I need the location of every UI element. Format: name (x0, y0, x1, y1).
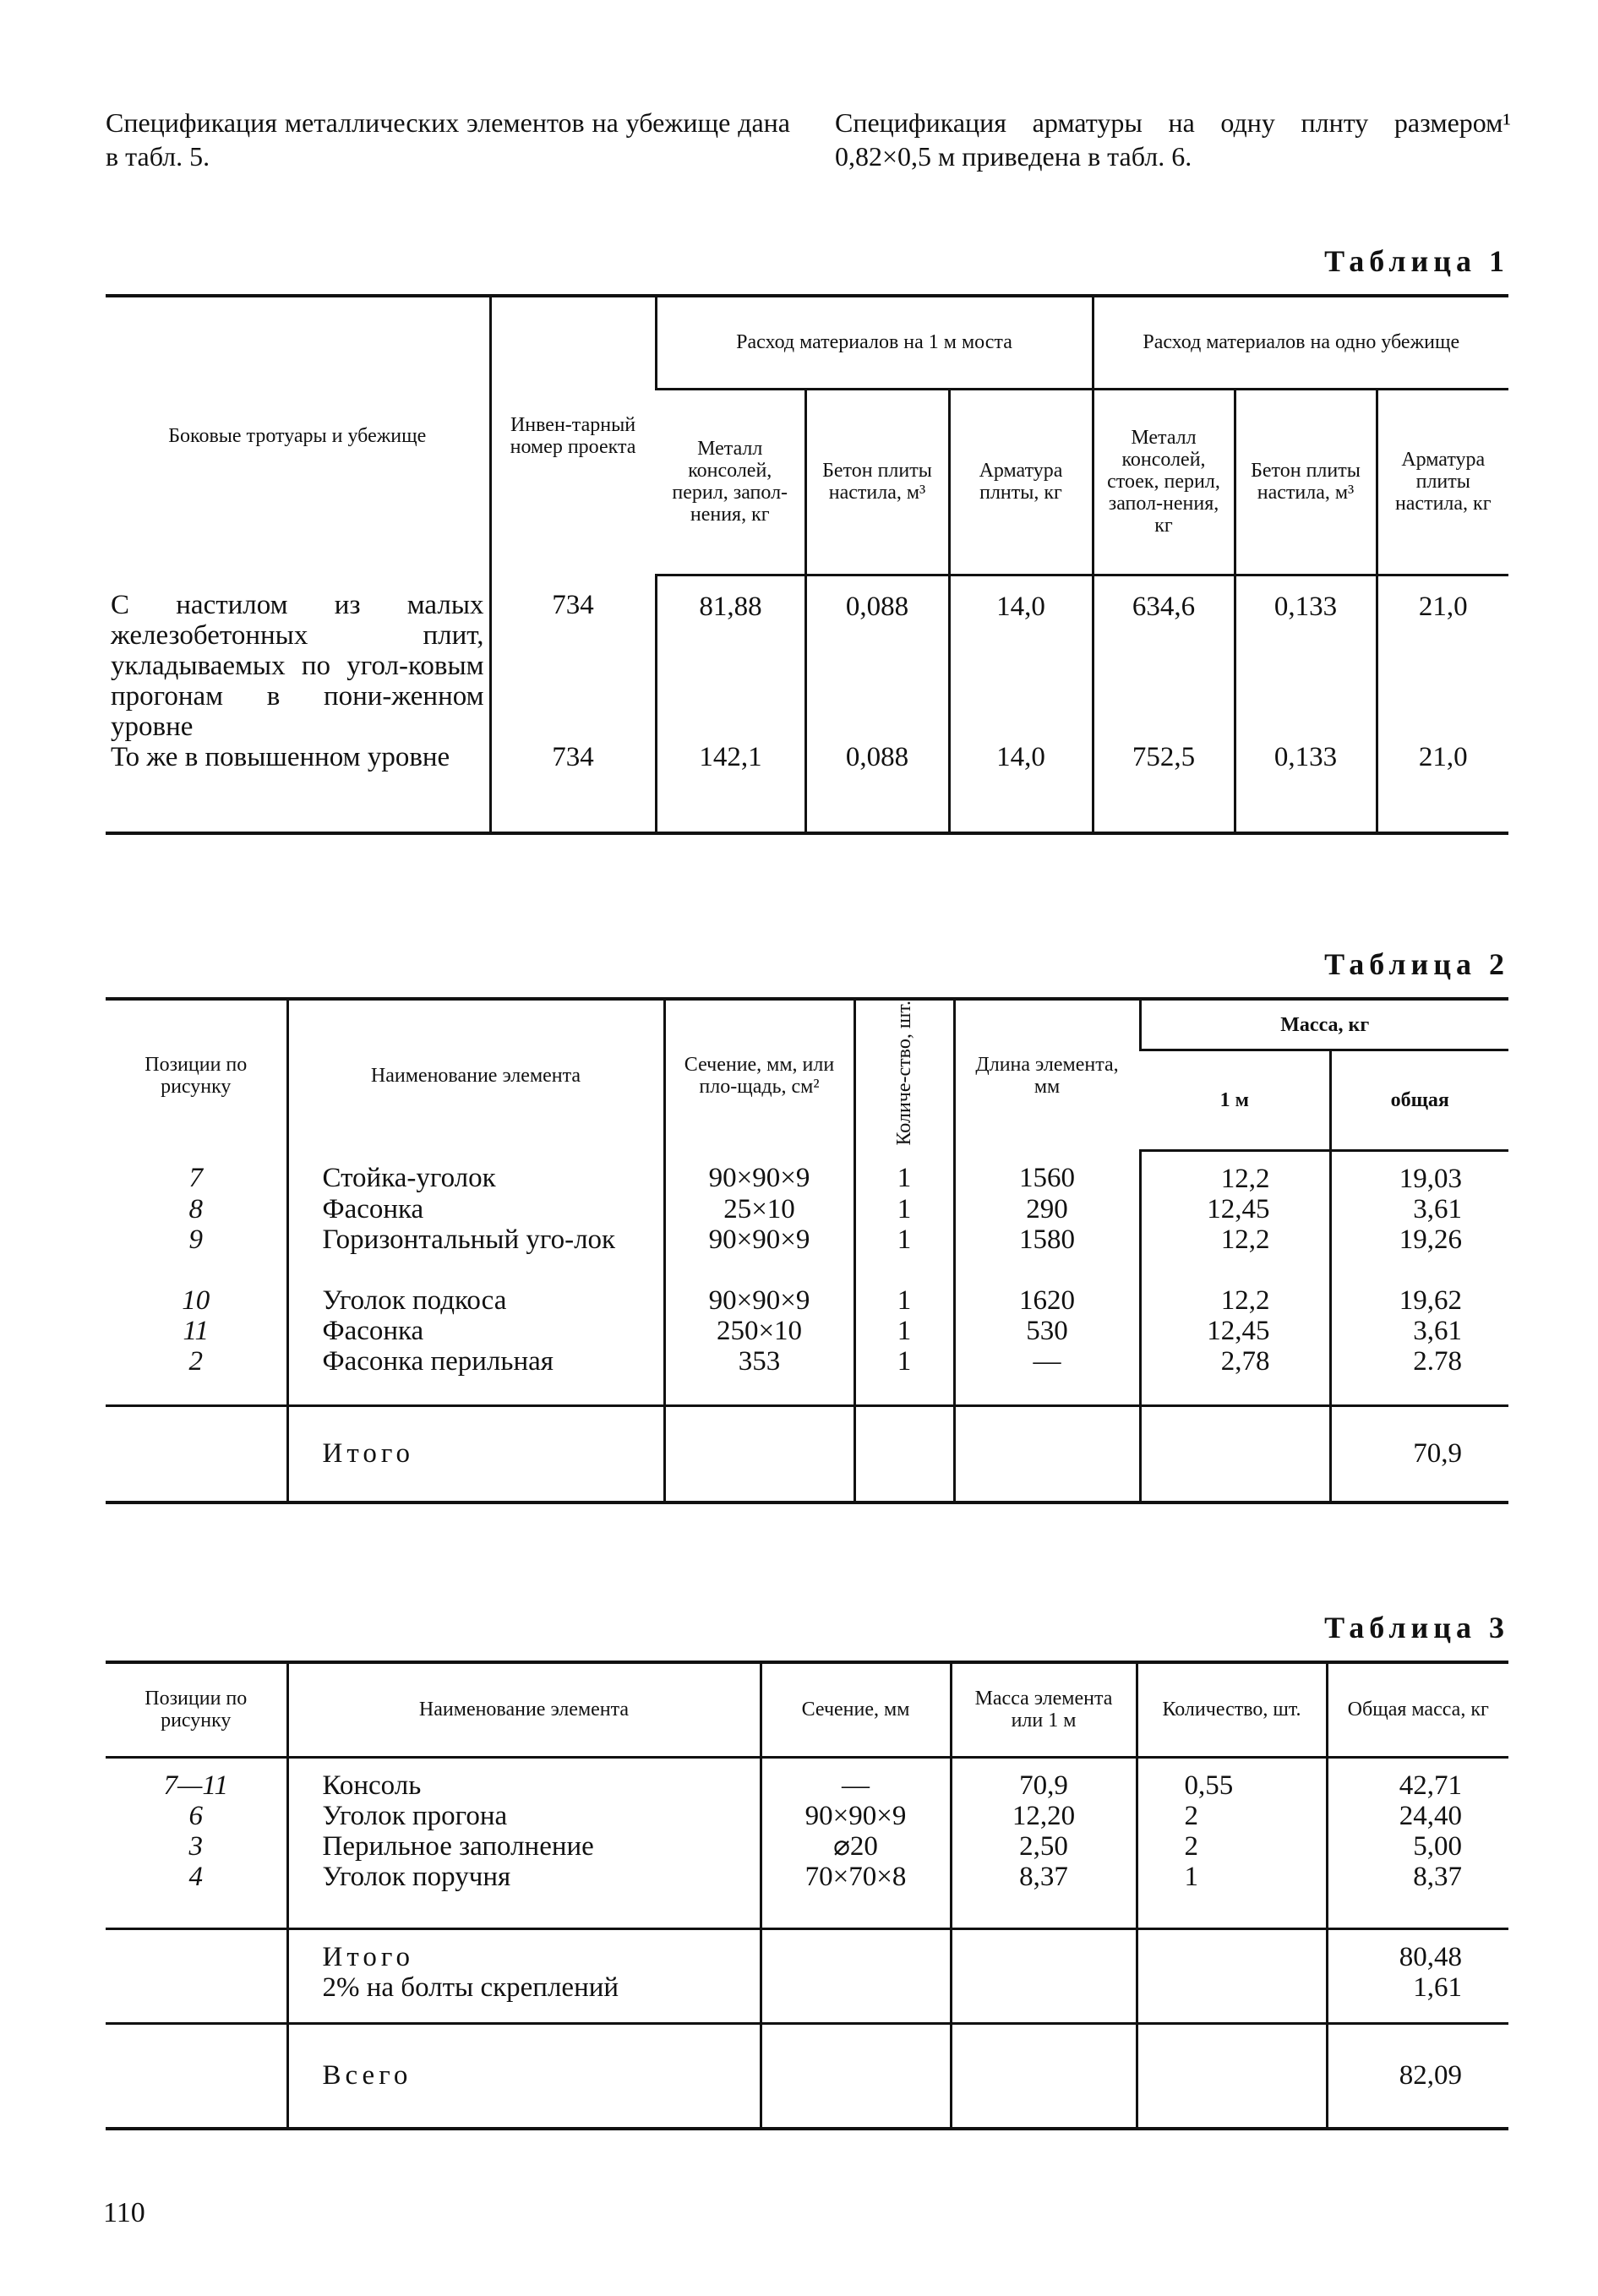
table3-header-section: Сечение, мм (761, 1662, 951, 1757)
table1-header-concrete-shelter: Бетон плиты настила, м³ (1235, 389, 1377, 575)
table3-header-quantity: Количество, шт. (1137, 1662, 1327, 1757)
table3-caption: Таблица 3 (1324, 1611, 1509, 1644)
table1 (106, 294, 1508, 835)
table3-header-mass: Масса элемента или 1 м (951, 1662, 1137, 1757)
table2 (106, 997, 1508, 1504)
table1-caption: Таблица 1 (1324, 244, 1509, 278)
table1-header-group-shelter: Расход материалов на одно убежище (1093, 296, 1508, 389)
table1-header-group-bridge: Расход материалов на 1 м моста (656, 296, 1093, 389)
intro-right-paragraph: Спецификация арматуры на одну плнту размером¹ 0,82×0,5 м приведена в табл. 6. (835, 107, 1511, 172)
table-row: 4 Уголок поручня 70×70×8 8,37 1 8,37 (106, 1862, 1508, 1929)
page-number: 110 (103, 2197, 145, 2228)
table-row: С настилом из малых железобетонных плит, укладываемых по угол-ковым прогонам в пони-женном уровне 734 81,88 0,088 14,0 634,6 0,133 21,0 (106, 575, 1508, 742)
table-row: 3 Перильное заполнение ⌀20 2,50 2 5,00 (106, 1831, 1508, 1862)
table1-header-inventory: Инвен-тарный номер проекта (490, 296, 656, 575)
table3-header-name: Наименование элемента (287, 1662, 761, 1757)
table-row: 7—11 Консоль — 70,9 0,55 42,71 (106, 1757, 1508, 1801)
table2-header-mass: Масса, кг (1140, 999, 1508, 1050)
table-row-bolts: 2% на болты скреплений 1,61 (106, 1972, 1508, 2023)
table2-caption: Таблица 2 (1324, 947, 1509, 981)
table3 (106, 1661, 1508, 2130)
table1-header-sidewalks: Боковые тротуары и убежище (168, 425, 427, 447)
table2-header-quantity: Количе-ство, шт. (854, 999, 954, 1151)
table-row: 10 Уголок подкоса 90×90×9 1 1620 12,2 19,62 (106, 1285, 1508, 1316)
table3-header-position: Позиции по рисунку (106, 1662, 287, 1757)
table3-header-total-mass: Общая масса, кг (1327, 1662, 1508, 1757)
table-row: 11 Фасонка 250×10 1 530 12,45 3,61 (106, 1316, 1508, 1346)
table1-header-metal-bridge: Металл консолей, перил, запол-нения, кг (656, 389, 805, 575)
table1-header-concrete-bridge: Бетон плиты настила, м³ (805, 389, 949, 575)
table-row: То же в повышенном уровне 734 142,1 0,088 14,0 752,5 0,133 21,0 (106, 742, 1508, 833)
table2-header-name: Наименование элемента (287, 999, 664, 1151)
table1-header-metal-shelter: Металл консолей, стоек, перил, запол-нения, кг (1093, 389, 1235, 575)
table-row-total: Итого 70,9 (106, 1405, 1508, 1502)
table-row-subtotal: Итого 80,48 (106, 1929, 1508, 1973)
table2-header-length: Длина элемента, мм (954, 999, 1140, 1151)
table-row: 8 Фасонка 25×10 1 290 12,45 3,61 (106, 1194, 1508, 1224)
table1-header-rebar-bridge: Арматура плнты, кг (949, 389, 1093, 575)
table1-header-rebar-shelter: Арматура плиты настила, кг (1377, 389, 1508, 575)
table2-header-section: Сечение, мм, или пло-щадь, см² (664, 999, 854, 1151)
table-row-grand-total: Всего 82,09 (106, 2023, 1508, 2129)
table2-header-mass-total: общая (1330, 1050, 1508, 1151)
table-row: 6 Уголок прогона 90×90×9 12,20 2 24,40 (106, 1801, 1508, 1831)
table-row: 2 Фасонка перильная 353 1 — 2,78 2.78 (106, 1346, 1508, 1405)
intro-left-paragraph: Спецификация металлических элементов на убежище дана в табл. 5. (106, 107, 790, 172)
table-row: 7 Стойка-уголок 90×90×9 1 1560 12,2 19,03 (106, 1151, 1508, 1195)
table2-header-mass-per-meter: 1 м (1140, 1050, 1330, 1151)
table-row: 9 Горизонтальный уго-лок 90×90×9 1 1580 12,2 19,26 (106, 1224, 1508, 1285)
table2-header-position: Позиции по рисунку (145, 1053, 248, 1098)
